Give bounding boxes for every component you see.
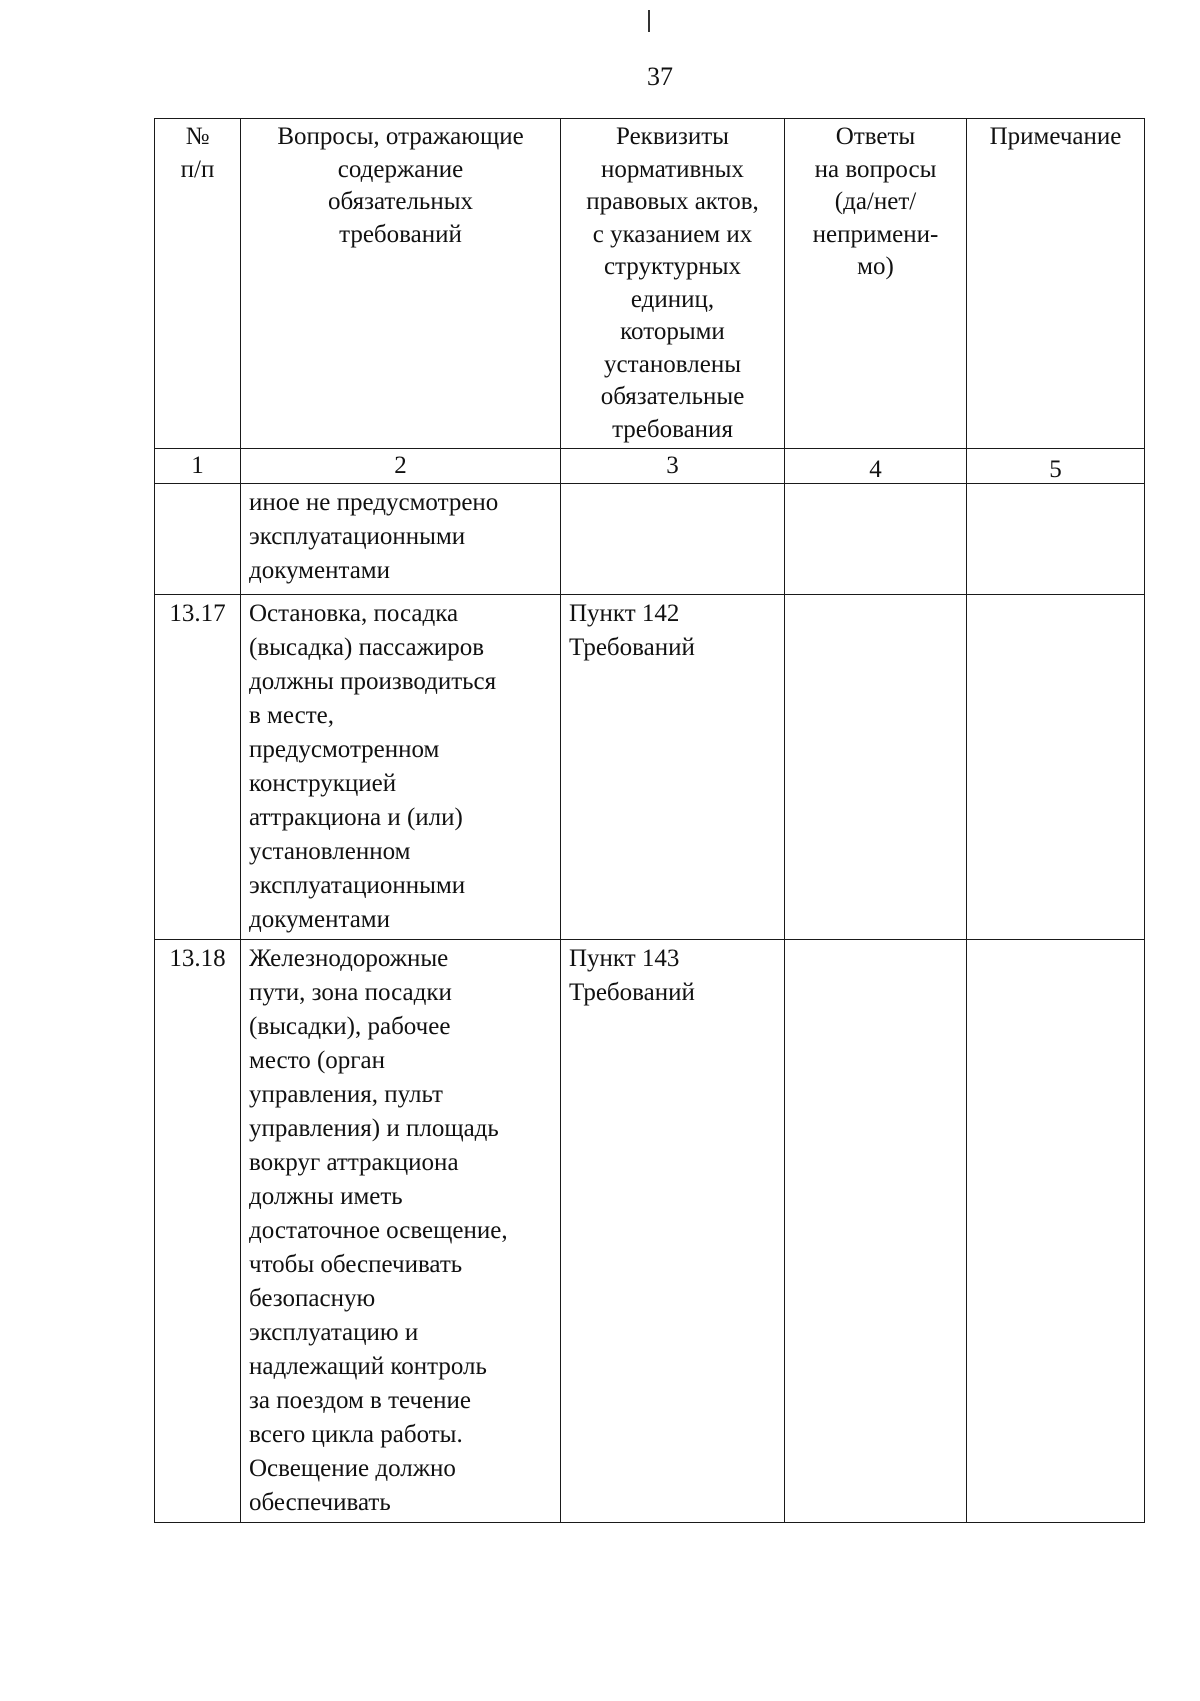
header-line: обязательные — [600, 383, 745, 410]
question-line: Освещение должно — [249, 1455, 456, 1482]
header-line: нормативных — [601, 155, 744, 183]
requirements-table — [154, 118, 1145, 1523]
column-number — [241, 449, 561, 484]
row-note — [967, 595, 1145, 940]
reference-line: Требований — [569, 634, 695, 661]
question-line: иное не предусмотрено — [249, 489, 499, 516]
question-line: (высадки), рабочее — [249, 1013, 451, 1040]
question-line: эксплуатацию и — [249, 1319, 419, 1346]
question-line: надлежащий контроль — [249, 1353, 487, 1380]
header-line: требования — [612, 415, 733, 443]
header-line: обязательных — [328, 188, 473, 215]
header-line: структурных — [603, 253, 742, 280]
row-note — [967, 940, 1145, 1523]
row-question — [241, 940, 561, 1523]
header-reference — [561, 119, 785, 449]
table-row — [155, 484, 1145, 595]
question-line: чтобы обеспечивать — [249, 1251, 463, 1278]
row-answer — [785, 595, 967, 940]
row-note — [967, 484, 1145, 595]
row-question — [241, 595, 561, 940]
header-note — [967, 119, 1145, 449]
question-line: Железнодорожные — [249, 945, 449, 972]
question-line: документами — [249, 906, 391, 933]
question-line: в месте, — [249, 702, 334, 729]
row-reference — [561, 940, 785, 1523]
column-number — [967, 449, 1145, 484]
column-number-label: 5 — [1049, 456, 1062, 483]
table-row — [155, 940, 1145, 1523]
question-line: документами — [249, 557, 391, 584]
question-line: аттракциона и (или) — [249, 804, 463, 831]
column-number — [561, 449, 785, 484]
question-line: должны иметь — [249, 1183, 403, 1210]
column-number — [785, 449, 967, 484]
reference-line: Пункт 143 — [569, 945, 680, 972]
question-line: управления) и площадь — [249, 1115, 499, 1142]
row-reference — [561, 595, 785, 940]
header-line: единиц, — [630, 285, 715, 313]
question-line: достаточное освещение, — [249, 1217, 508, 1244]
column-number-label: 2 — [394, 452, 407, 479]
question-line: Остановка, посадка — [249, 600, 459, 627]
header-line: требований — [339, 220, 462, 248]
header-line: № — [185, 123, 210, 150]
question-line: эксплуатационными — [249, 523, 466, 550]
question-line: безопасную — [249, 1285, 376, 1312]
row-reference — [561, 484, 785, 595]
question-line: пути, зона посадки — [249, 979, 452, 1006]
reference-line: Требований — [569, 979, 695, 1006]
header-line: п/п — [180, 155, 215, 183]
header-line: Вопросы, отражающие — [277, 123, 524, 150]
row-answer — [785, 940, 967, 1523]
header-line: с указанием их — [592, 220, 753, 248]
column-number-row — [155, 449, 1145, 484]
question-line: эксплуатационными — [249, 872, 466, 899]
row-answer — [785, 484, 967, 595]
table-row — [155, 595, 1145, 940]
reference-line: Пункт 142 — [569, 600, 680, 627]
header-line: Примечание — [989, 123, 1122, 150]
header-line: правовых актов, — [586, 188, 759, 215]
header-line: непримени- — [812, 220, 939, 248]
header-answer — [785, 119, 967, 449]
question-line: конструкцией — [249, 770, 397, 797]
column-number-label: 1 — [191, 452, 204, 479]
question-line: за поездом в течение — [249, 1387, 472, 1414]
question-line: управления, пульт — [249, 1081, 443, 1108]
row-number: 13.17 — [155, 595, 241, 940]
question-line: вокруг аттракциона — [249, 1149, 459, 1176]
row-number: 13.18 — [155, 940, 241, 1523]
question-line: место (орган — [249, 1047, 386, 1074]
question-line: обеспечивать — [249, 1489, 391, 1516]
header-line: (да/нет/ — [834, 188, 917, 215]
question-line: предусмотренном — [249, 736, 440, 763]
header-number — [155, 119, 241, 449]
page-number: 37 — [647, 62, 673, 91]
header-question — [241, 119, 561, 449]
column-number — [155, 449, 241, 484]
column-number-label: 3 — [666, 452, 679, 479]
header-line: содержание — [337, 155, 464, 183]
row-question — [241, 484, 561, 595]
question-line: должны производиться — [249, 668, 497, 695]
header-line: которыми — [620, 318, 725, 345]
header-line: установлены — [603, 350, 742, 378]
question-line: (высадка) пассажиров — [249, 634, 485, 661]
header-line: на вопросы — [814, 155, 937, 183]
header-line: мо) — [857, 253, 894, 280]
table-header-row — [155, 119, 1145, 449]
header-line: Реквизиты — [616, 123, 729, 150]
question-line: установленном — [249, 838, 411, 865]
header-line: Ответы — [835, 123, 916, 150]
question-line: всего цикла работы. — [249, 1421, 463, 1448]
page-top-mark — [648, 10, 650, 32]
column-number-label: 4 — [869, 456, 882, 483]
row-number — [155, 484, 241, 595]
